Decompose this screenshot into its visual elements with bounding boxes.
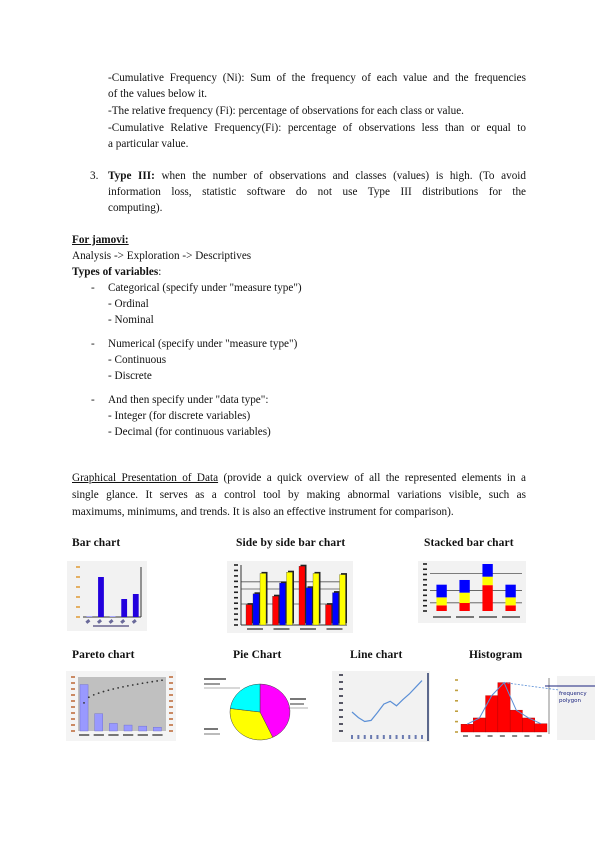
- pie-chart-thumbnail: [200, 676, 310, 742]
- stacked-segment: [482, 585, 492, 611]
- graphical-paragraph-line1: [72, 470, 526, 486]
- stacked-segment: [436, 597, 446, 605]
- x-tick-label: [389, 735, 391, 739]
- y-tick-label: [234, 564, 238, 566]
- y-tick-label: [455, 679, 458, 681]
- y-tick-label: [234, 591, 238, 593]
- slice-label: [204, 683, 220, 685]
- slice-label: [290, 703, 304, 705]
- bar: [340, 575, 346, 625]
- nominal-item: - Nominal: [108, 314, 154, 326]
- y-tick-label: [76, 606, 80, 608]
- pie-chart-svg: [200, 676, 310, 742]
- bar: [273, 596, 279, 625]
- y-tick-label: [339, 695, 343, 697]
- y-tick-label: [234, 624, 238, 626]
- pareto-chart-svg: [66, 671, 176, 741]
- bar-chart-svg: [67, 561, 147, 631]
- stacked-chart-thumbnail: [418, 561, 526, 623]
- y-tick-label: [234, 608, 238, 610]
- y-tick-label: [423, 610, 427, 612]
- y-tick-label: [339, 730, 343, 732]
- y-tick-label: [455, 690, 458, 692]
- x-axis-label: [93, 625, 129, 627]
- cumulative-point: [151, 681, 153, 683]
- stacked-segment: [459, 580, 469, 593]
- bar: [313, 573, 319, 625]
- x-tick-label: [327, 628, 343, 630]
- x-tick-label: [108, 734, 118, 736]
- x-tick-label: [463, 735, 468, 737]
- stacked-segment: [459, 603, 469, 611]
- types-label: Types of variables: [72, 266, 159, 278]
- y-tick-label: [234, 597, 238, 599]
- type3-label: Type III:: [108, 170, 155, 182]
- x-tick-label: [79, 734, 89, 736]
- cumulative-relative-frequency-definition: -Cumulative Relative Frequency(Fi): percentage of observations less than or equal to: [108, 122, 526, 134]
- list-number: 3.: [90, 170, 99, 182]
- cumulative-point: [132, 684, 134, 686]
- y2-tick-label: [169, 724, 173, 726]
- y-tick-label: [71, 682, 75, 684]
- y-tick-label: [76, 576, 80, 578]
- frequency-polygon-label: frequency: [559, 691, 587, 697]
- bar: [299, 566, 305, 625]
- slice-label: [290, 698, 306, 700]
- bar: [80, 685, 88, 731]
- side-by-side-chart-thumbnail: [227, 561, 353, 633]
- types-of-variables-heading: [72, 264, 161, 280]
- y-tick-label: [71, 694, 75, 696]
- y-tick-label: [71, 718, 75, 720]
- cumulative-relative-frequency-definition-cont: a particular value.: [108, 138, 189, 150]
- y-tick-label: [423, 589, 427, 591]
- y-tick-label: [76, 616, 80, 618]
- cumulative-point: [156, 680, 158, 682]
- y-tick-label: [339, 702, 343, 704]
- histogram-bar: [498, 683, 510, 732]
- x-tick-label: [274, 628, 290, 630]
- ordinal-item: - Ordinal: [108, 298, 149, 310]
- stacked-segment: [459, 593, 469, 603]
- x-tick-label: [479, 616, 497, 618]
- pie-chart-title: Pie Chart: [233, 649, 282, 661]
- y-tick-label: [455, 731, 458, 733]
- bar: [253, 594, 259, 625]
- y2-tick-label: [169, 688, 173, 690]
- cumulative-frequency-definition: -Cumulative Frequency (Ni): Sum of the frequency of each value and the frequencies: [108, 72, 526, 84]
- histogram-thumbnail: [455, 676, 595, 740]
- histogram-bar: [461, 724, 473, 732]
- histogram-svg: [455, 676, 595, 740]
- list-bullet: -: [91, 282, 95, 294]
- y-tick-label: [234, 586, 238, 588]
- y-tick-label: [339, 688, 343, 690]
- y-tick-label: [423, 579, 427, 581]
- cumulative-point: [122, 686, 124, 688]
- cumulative-point: [137, 683, 139, 685]
- y-tick-label: [423, 574, 427, 576]
- histogram-bar: [535, 724, 547, 732]
- graphical-paragraph-line3: maximums, minimums, and trends. It is also an effective instrument for comparison).: [72, 506, 454, 518]
- plot-area: [78, 677, 166, 731]
- list-bullet: -: [91, 394, 95, 406]
- bar: [121, 599, 127, 617]
- bar: [98, 577, 104, 617]
- bar: [260, 573, 266, 625]
- y-tick-label: [71, 706, 75, 708]
- x-tick-label: [376, 735, 378, 739]
- type3-paragraph-line1: [108, 168, 526, 184]
- y-tick-label: [423, 600, 427, 602]
- pareto-chart-title: Pareto chart: [72, 649, 135, 661]
- x-tick-label: [85, 619, 90, 624]
- cumulative-point: [93, 694, 95, 696]
- x-tick-label: [120, 619, 125, 624]
- stacked-chart-svg: [418, 561, 526, 623]
- stacked-segment: [436, 605, 446, 611]
- x-tick-label: [94, 734, 104, 736]
- slice-label: [204, 678, 226, 680]
- y-tick-label: [71, 730, 75, 732]
- cumulative-point: [103, 691, 105, 693]
- y-tick-label: [71, 676, 75, 678]
- x-tick-label: [500, 735, 505, 737]
- cumulative-point: [127, 685, 129, 687]
- bar: [124, 725, 132, 731]
- bar: [139, 726, 147, 731]
- y-tick-label: [455, 710, 458, 712]
- discrete-item: - Discrete: [108, 370, 152, 382]
- y-tick-label: [234, 575, 238, 577]
- y-tick-label: [234, 619, 238, 621]
- bar: [246, 605, 252, 625]
- y2-tick-label: [169, 712, 173, 714]
- frequency-polygon-label: polygon: [559, 698, 581, 704]
- type3-paragraph-line2: information loss, statistic software do not use Type III distributions for the: [108, 186, 526, 198]
- y-tick-label: [76, 586, 80, 588]
- bar: [153, 727, 161, 731]
- x-tick-label: [537, 735, 542, 737]
- y-tick-label: [71, 700, 75, 702]
- cumulative-point: [107, 689, 109, 691]
- y-tick-label: [71, 688, 75, 690]
- x-tick-label: [109, 619, 114, 624]
- stacked-segment: [482, 577, 492, 585]
- categorical-title: Categorical (specify under "measure type"): [108, 282, 302, 294]
- y-tick-label: [234, 602, 238, 604]
- y-tick-label: [423, 584, 427, 586]
- y-tick-label: [423, 605, 427, 607]
- graphical-paragraph-line2: single glance. It serves as a control tool by making abnormal variations visible, such as: [72, 489, 526, 501]
- type3-paragraph-line3: computing).: [108, 202, 163, 214]
- y2-tick-label: [169, 694, 173, 696]
- bar: [280, 583, 286, 625]
- decimal-item: - Decimal (for continuous variables): [108, 426, 271, 438]
- x-tick-label: [300, 628, 316, 630]
- x-tick-label: [396, 735, 398, 739]
- y-tick-label: [76, 596, 80, 598]
- bar-chart-title: Bar chart: [72, 537, 121, 549]
- numerical-title: Numerical (specify under "measure type"): [108, 338, 298, 350]
- cumulative-point: [98, 692, 100, 694]
- side-by-side-chart-title: Side by side bar chart: [236, 537, 346, 549]
- relative-frequency-definition: -The relative frequency (Fi): percentage of observations for each class or value.: [108, 105, 464, 117]
- bar: [109, 723, 117, 731]
- y-tick-label: [423, 563, 427, 565]
- cumulative-point: [146, 682, 148, 684]
- integer-item: - Integer (for discrete variables): [108, 410, 251, 422]
- x-tick-label: [123, 734, 133, 736]
- x-tick-label: [402, 735, 404, 739]
- x-tick-label: [502, 616, 520, 618]
- slice-label: [204, 728, 218, 730]
- y-tick-label: [455, 721, 458, 723]
- x-tick-label: [383, 735, 385, 739]
- jamovi-menu-path: Analysis -> Exploration -> Descriptives: [72, 250, 252, 262]
- y-tick-label: [339, 674, 343, 676]
- cumulative-point: [142, 682, 144, 684]
- x-tick-label: [421, 735, 423, 739]
- bar: [86, 616, 92, 617]
- cumulative-point: [88, 696, 90, 698]
- stacked-chart-title: Stacked bar chart: [424, 537, 514, 549]
- data-line: [352, 681, 422, 722]
- cumulative-frequency-definition-cont: of the values below it.: [108, 88, 208, 100]
- y-tick-label: [76, 566, 80, 568]
- y-tick-label: [423, 568, 427, 570]
- line-chart-svg: [332, 671, 430, 742]
- x-tick-label: [370, 735, 372, 739]
- x-tick-label: [433, 616, 451, 618]
- bar: [333, 593, 339, 625]
- x-tick-label: [351, 735, 353, 739]
- x-tick-label: [364, 735, 366, 739]
- line-chart-thumbnail: [332, 671, 430, 742]
- x-tick-label: [456, 616, 474, 618]
- y2-tick-label: [169, 682, 173, 684]
- bar: [306, 588, 312, 625]
- slice-label: [204, 733, 220, 735]
- bar-chart-thumbnail: [67, 561, 147, 631]
- y2-tick-label: [169, 700, 173, 702]
- x-tick-label: [357, 735, 359, 739]
- y-tick-label: [339, 681, 343, 683]
- types-colon: :: [158, 266, 162, 278]
- bar: [287, 572, 293, 625]
- x-tick-label: [488, 735, 493, 737]
- x-tick-label: [247, 628, 263, 630]
- jamovi-heading: For jamovi:: [72, 234, 129, 246]
- cumulative-point: [112, 688, 114, 690]
- stacked-segment: [505, 585, 515, 598]
- bar: [326, 605, 332, 625]
- y-tick-label: [234, 570, 238, 572]
- x-tick-label: [475, 735, 480, 737]
- graphical-title: Graphical Presentation of Data: [72, 472, 219, 484]
- bar: [133, 594, 139, 617]
- graphical-text: (provide a quick overview of all the represented elements in a: [218, 472, 526, 484]
- y-tick-label: [71, 724, 75, 726]
- x-tick-label: [132, 619, 137, 624]
- line-chart-title: Line chart: [350, 649, 403, 661]
- continuous-item: - Continuous: [108, 354, 167, 366]
- x-tick-label: [408, 735, 410, 739]
- y2-tick-label: [169, 730, 173, 732]
- pareto-chart-thumbnail: [66, 671, 176, 741]
- x-tick-label: [138, 734, 148, 736]
- type3-text: when the number of observations and classes (values) is high. (To avoid: [154, 170, 526, 182]
- bar: [95, 714, 103, 731]
- y-tick-label: [339, 723, 343, 725]
- stacked-segment: [482, 564, 492, 577]
- cumulative-point: [117, 687, 119, 689]
- stacked-segment: [436, 585, 446, 598]
- y2-tick-label: [169, 706, 173, 708]
- y-tick-label: [234, 581, 238, 583]
- y-tick-label: [423, 595, 427, 597]
- y-tick-label: [234, 613, 238, 615]
- list-bullet: -: [91, 338, 95, 350]
- data-type-title: And then specify under "data type":: [108, 394, 269, 406]
- bar: [110, 616, 116, 617]
- x-tick-label: [415, 735, 417, 739]
- stacked-segment: [505, 605, 515, 611]
- histogram-bar: [486, 696, 498, 732]
- y-tick-label: [71, 712, 75, 714]
- histogram-title: Histogram: [469, 649, 523, 661]
- side-by-side-chart-svg: [227, 561, 353, 633]
- y2-tick-label: [169, 676, 173, 678]
- y-tick-label: [339, 709, 343, 711]
- y2-tick-label: [169, 718, 173, 720]
- y-tick-label: [455, 700, 458, 702]
- cumulative-point: [83, 702, 85, 704]
- cumulative-point: [161, 679, 163, 681]
- x-tick-label: [152, 734, 162, 736]
- x-tick-label: [97, 619, 102, 624]
- y-tick-label: [339, 716, 343, 718]
- x-tick-label: [524, 735, 529, 737]
- x-tick-label: [512, 735, 517, 737]
- stacked-segment: [505, 597, 515, 605]
